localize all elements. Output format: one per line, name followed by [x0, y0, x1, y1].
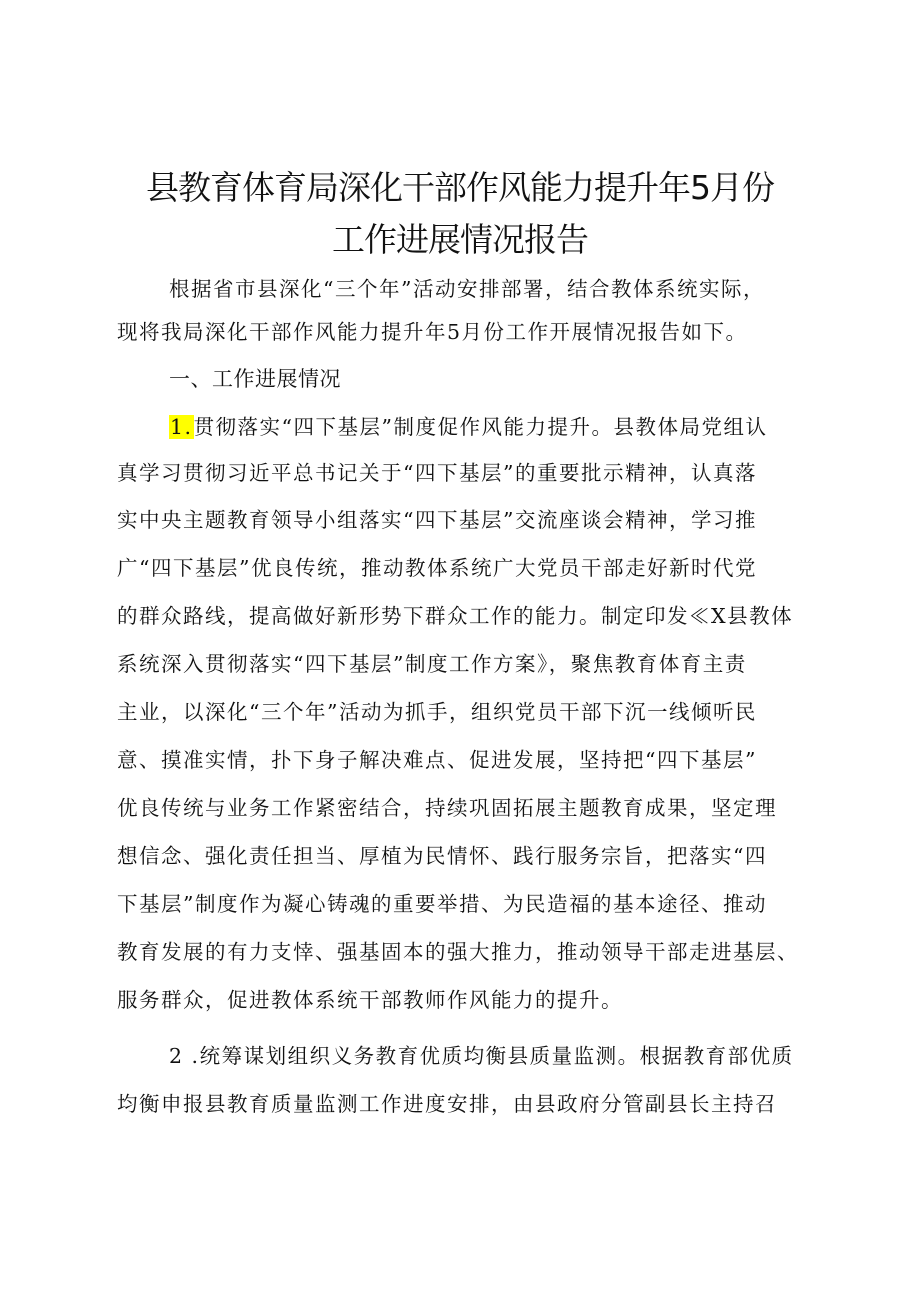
item-1-number-highlight: 1.	[170, 415, 193, 439]
item-1-line-6: 系统深入贯彻落实“四下基层”制度工作方案》，聚焦教育体育主责	[117, 652, 747, 676]
document-title-line-2: 工作进展情况报告	[332, 220, 588, 259]
item-2-line-1: 2 .统筹谋划组织义务教育优质均衡县质量监测。根据教育部优质	[169, 1044, 794, 1068]
document-title-line-1: 县教育体育局深化干部作风能力提升年5月份	[146, 168, 774, 207]
item-2-line-2: 均衡申报县教育质量监测工作进度安排，由县政府分管副县长主持召	[117, 1092, 777, 1116]
item-1-line-11: 下基层”制度作为凝心铸魂的重要举措、为民造福的基本途径、推动	[117, 892, 767, 916]
item-1-line-1-text: 贯彻落实“四下基层”制度促作风能力提升。县教体局党组认	[193, 415, 768, 439]
section-heading: 一、工作进展情况	[169, 367, 341, 391]
item-1-line-12: 教育发展的有力支悻、强基固本的强大推力，推动领导干部走进基层、	[117, 940, 799, 964]
item-1-line-4: 广“四下基层”优良传统，推动教体系统广大党员干部走好新时代党	[117, 556, 757, 580]
item-1-line-13: 服务群众，促进教体系统干部教师作风能力的提升。	[117, 988, 623, 1012]
item-1-line-3: 实中央主题教育领导小组落实“四下基层”交流座谈会精神，学习推	[117, 508, 757, 532]
item-1-line-1	[169, 413, 768, 441]
intro-line-1: 根据省市县深化“三个年”活动安排部署，结合教体系统实际，	[169, 277, 765, 301]
item-1-line-2: 真学习贯彻习近平总书记关于“四下基层”的重要批示精神，认真落	[117, 461, 757, 485]
item-1-line-10: 想信念、强化责任担当、厚植为民情怀、践行服务宗旨，把落实“四	[117, 844, 767, 868]
item-1-line-5: 的群众路线，提高做好新形势下群众工作的能力。制定印发≪X县教体	[117, 604, 794, 628]
item-1-line-7: 主业，以深化“三个年”活动为抓手，组织党员干部下沉一线倾听民	[117, 700, 757, 724]
item-1-line-9: 优良传统与业务工作紧密结合，持续巩固拓展主题教育成果，坚定理	[117, 796, 777, 820]
item-1-line-8: 意、摸准实情，扑下身子解决难点、促进发展，坚持把“四下基层”	[117, 748, 757, 772]
intro-line-2: 现将我局深化干部作风能力提升年5月份工作开展情况报告如下。	[117, 320, 748, 344]
